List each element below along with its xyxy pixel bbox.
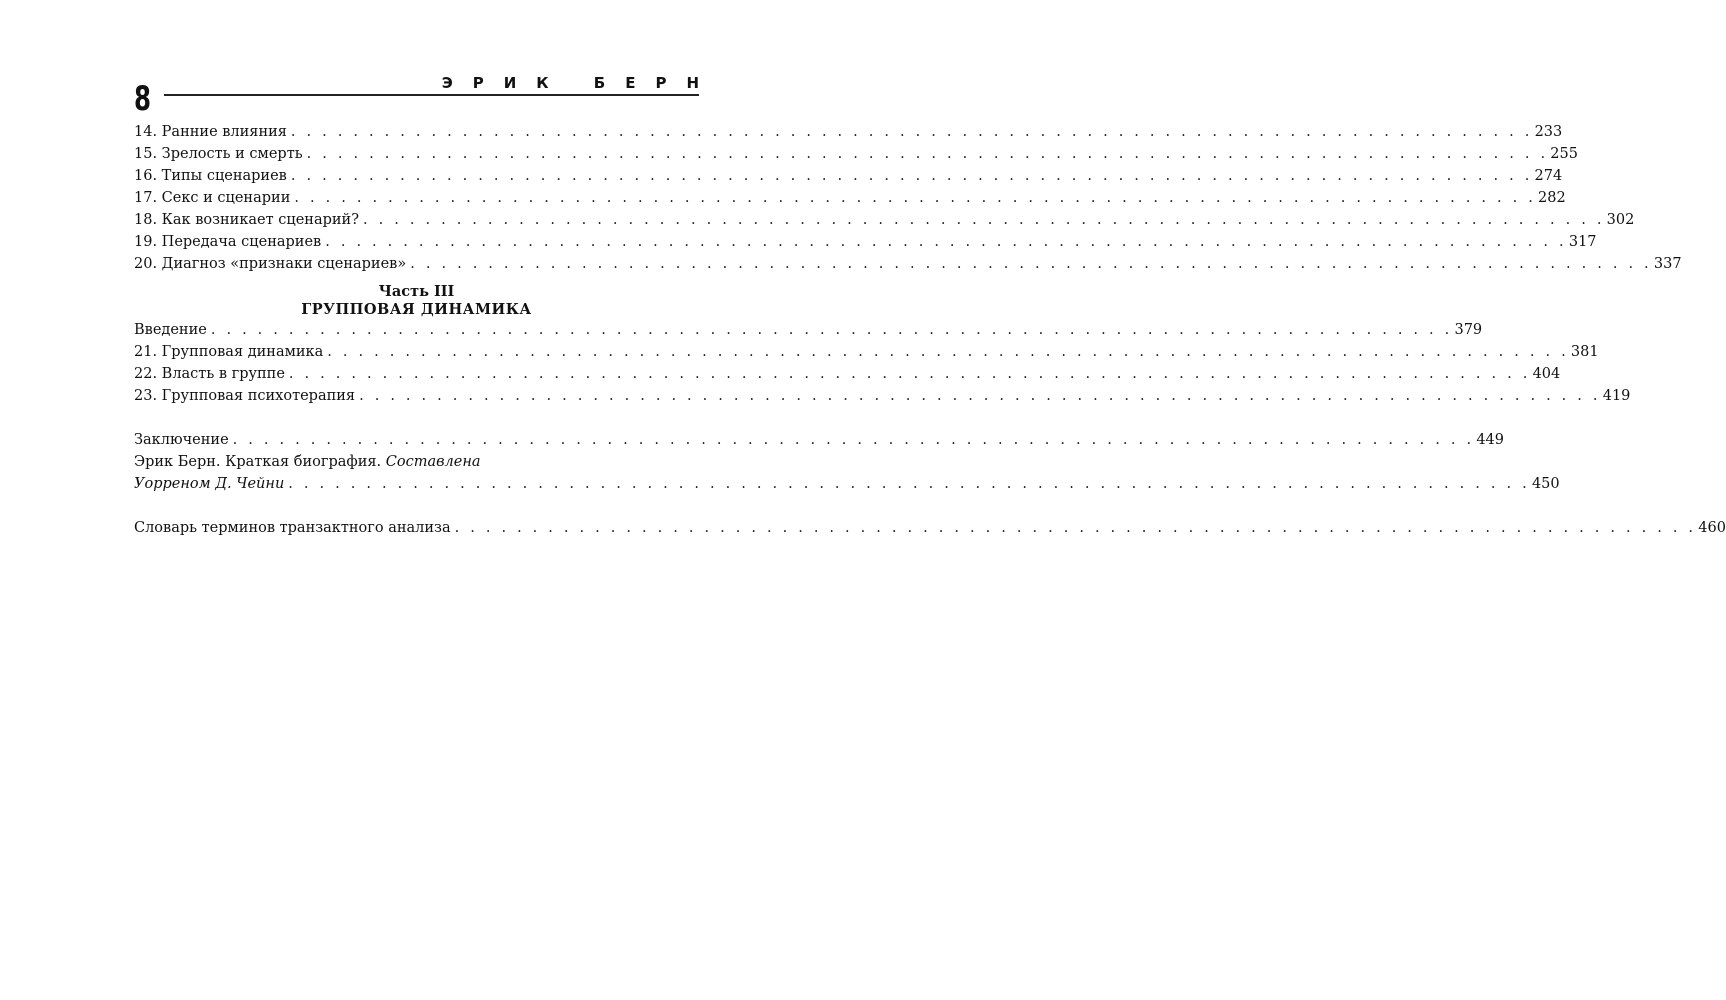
toc-entry-page: 460 <box>1698 520 1726 536</box>
toc-entry-23[interactable] <box>134 385 1631 407</box>
toc-entry-19[interactable] <box>134 231 1597 253</box>
toc-entry-page: 449 <box>1476 432 1504 448</box>
toc-entry-title: 22. Власть в группе <box>134 366 285 382</box>
dot-leader: . . . . . . . . . . . . . . . . . . . . . . . . . . . . . . . . . . . . . . . . . . . . . . . . . . . . . . . . . . . . . . . . . . . . . . . . . . . . . . . . <box>410 256 1652 272</box>
toc-entry-20[interactable] <box>134 253 1682 275</box>
table-of-contents <box>134 121 1726 539</box>
part-label: Часть III <box>378 283 455 300</box>
dot-leader: . . . . . . . . . . . . . . . . . . . . . . . . . . . . . . . . . . . . . . . . . . . . . . . . . . . . . . . . . . . . . . . . . . . . . . . . . . . . . . . . <box>210 322 1453 338</box>
toc-entry-title: Заключение <box>134 432 229 448</box>
toc-entry-page: 255 <box>1550 146 1578 162</box>
toc-entry-page: 404 <box>1532 366 1561 382</box>
toc-entry-14[interactable] <box>134 121 1563 143</box>
dot-leader: . . . . . . . . . . . . . . . . . . . . . . . . . . . . . . . . . . . . . . . . . . . . . . . . . . . . . . . . . . . . . . . . . . . . . . . . . . . . . . . . <box>288 366 1531 382</box>
toc-entry-title: 14. Ранние влияния <box>134 124 287 140</box>
dot-leader: . . . . . . . . . . . . . . . . . . . . . . . . . . . . . . . . . . . . . . . . . . . . . . . . . . . . . . . . . . . . . . . . . . . . . . . . . . . . . . . . <box>294 190 1537 206</box>
toc-entry-title: Словарь терминов транзактного анализа <box>134 520 451 536</box>
spacer <box>134 495 699 517</box>
toc-entry-title: 19. Передача сценариев <box>134 234 322 250</box>
toc-entry-title: 23. Групповая психотерапия <box>134 388 356 404</box>
dot-leader: . . . . . . . . . . . . . . . . . . . . . . . . . . . . . . . . . . . . . . . . . . . . . . . . . . . . . . . . . . . . . . . . . . . . . . . . . . . . . . . . <box>327 344 1569 360</box>
biography-line-2 <box>134 473 1560 495</box>
spacer <box>134 407 699 429</box>
toc-entry-16[interactable] <box>134 165 1563 187</box>
toc-entry-title: Введение <box>134 322 207 338</box>
dot-leader: . . . . . . . . . . . . . . . . . . . . . . . . . . . . . . . . . . . . . . . . . . . . . . . . . . . . . . . . . . . . . . . . . . . . . . . . . . . . . . . . <box>306 146 1549 162</box>
toc-entry-15[interactable] <box>134 143 1578 165</box>
toc-entry-page: 282 <box>1538 190 1566 206</box>
toc-entry-title: 16. Типы сценариев <box>134 168 287 184</box>
toc-entry-page: 419 <box>1602 388 1631 404</box>
toc-entry-page: 381 <box>1570 344 1599 360</box>
biography-title: Эрик Берн. Краткая биография. <box>134 454 382 470</box>
toc-entry-page: 379 <box>1454 322 1483 338</box>
part-name: ГРУППОВАЯ ДИНАМИКА <box>301 301 532 318</box>
toc-entry-glossary[interactable] <box>134 517 1726 539</box>
toc-entry-page: 317 <box>1568 234 1597 250</box>
dot-leader: . . . . . . . . . . . . . . . . . . . . . . . . . . . . . . . . . . . . . . . . . . . . . . . . . . . . . . . . . . . . . . . . . . . . . . . . . . . . . . . . <box>288 476 1530 492</box>
toc-entry-title: 21. Групповая динамика <box>134 344 324 360</box>
toc-entry-21[interactable] <box>134 341 1599 363</box>
dot-leader: . . . . . . . . . . . . . . . . . . . . . . . . . . . . . . . . . . . . . . . . . . . . . . . . . . . . . . . . . . . . . . . . . . . . . . . . . . . . . . . . <box>290 124 1533 140</box>
dot-leader: . . . . . . . . . . . . . . . . . . . . . . . . . . . . . . . . . . . . . . . . . . . . . . . . . . . . . . . . . . . . . . . . . . . . . . . . . . . . . . . . <box>454 520 1697 536</box>
toc-entry-page: 274 <box>1534 168 1563 184</box>
part-heading <box>134 283 699 319</box>
toc-entry-page: 302 <box>1606 212 1635 228</box>
biography-compiled: Составлена <box>385 454 481 470</box>
header-rule <box>164 94 699 96</box>
running-head: ЭРИК БЕРН <box>441 74 719 92</box>
toc-entry-22[interactable] <box>134 363 1561 385</box>
toc-entry-page: 337 <box>1653 256 1682 272</box>
biography-line-1 <box>134 451 699 473</box>
biography-author: Уорреном Д. Чейни <box>134 476 285 492</box>
dot-leader: . . . . . . . . . . . . . . . . . . . . . . . . . . . . . . . . . . . . . . . . . . . . . . . . . . . . . . . . . . . . . . . . . . . . . . . . . . . . . . . . <box>325 234 1567 250</box>
toc-entry-page: 233 <box>1534 124 1563 140</box>
toc-entry-biography[interactable] <box>134 451 1560 495</box>
toc-entry-18[interactable] <box>134 209 1635 231</box>
dot-leader: . . . . . . . . . . . . . . . . . . . . . . . . . . . . . . . . . . . . . . . . . . . . . . . . . . . . . . . . . . . . . . . . . . . . . . . . . . . . . . . . <box>362 212 1605 228</box>
toc-entry-title: 20. Диагноз «признаки сценариев» <box>134 256 407 272</box>
dot-leader: . . . . . . . . . . . . . . . . . . . . . . . . . . . . . . . . . . . . . . . . . . . . . . . . . . . . . . . . . . . . . . . . . . . . . . . . . . . . . . . . <box>232 432 1475 448</box>
toc-entry-conclusion[interactable] <box>134 429 1504 451</box>
dot-leader: . . . . . . . . . . . . . . . . . . . . . . . . . . . . . . . . . . . . . . . . . . . . . . . . . . . . . . . . . . . . . . . . . . . . . . . . . . . . . . . . <box>359 388 1601 404</box>
page-number: 8 <box>134 79 152 119</box>
toc-entry-17[interactable] <box>134 187 1566 209</box>
toc-entry-title: 17. Секс и сценарии <box>134 190 291 206</box>
toc-entry-page: 450 <box>1531 476 1560 492</box>
toc-entry-title: 18. Как возникает сценарий? <box>134 212 359 228</box>
dot-leader: . . . . . . . . . . . . . . . . . . . . . . . . . . . . . . . . . . . . . . . . . . . . . . . . . . . . . . . . . . . . . . . . . . . . . . . . . . . . . . . . <box>290 168 1533 184</box>
toc-entry-title: 15. Зрелость и смерть <box>134 146 303 162</box>
toc-entry-introduction[interactable] <box>134 319 1483 341</box>
